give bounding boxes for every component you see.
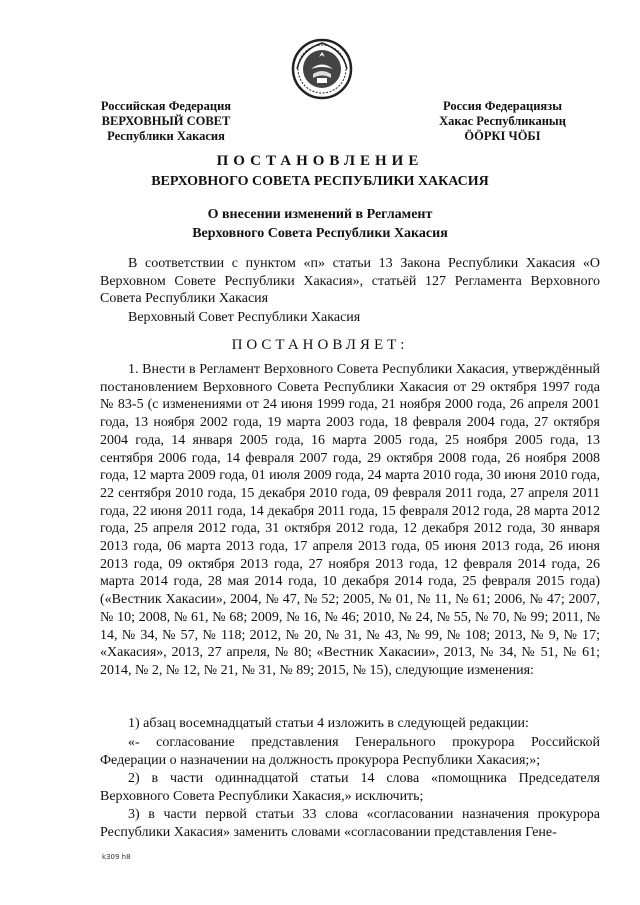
header-right-line: Хакас Республиканың (439, 114, 566, 128)
header-right-line: ӦӦРКI ЧӦБI (464, 129, 541, 143)
council-paragraph: Верховный Совет Республики Хакасия (128, 310, 361, 325)
header-right-line: Россия Федерациязы (443, 99, 562, 113)
header-left-block (76, 99, 256, 144)
item-2: 2) в части одиннадцатой статьи 14 слова «помощника Председателя Верховного Совета Республики Хакасия,» исключить; (100, 771, 600, 804)
khakassia-coat-of-arms-icon (291, 38, 353, 100)
document-subject-line1: О внесении изменений в Регламент (207, 207, 433, 222)
item-3: 3) в части первой статьи 33 слова «согласовании назначения прокурора Республики Хакасия» заменить словами «согласовании представления Гене- (100, 807, 600, 840)
header-left-line: Республики Хакасия (107, 129, 225, 143)
item-1: 1) абзац восемнадцатый статьи 4 изложить в следующей редакции: (128, 716, 529, 731)
paragraph-1: 1. Внести в Регламент Верховного Совета Республики Хакасия, утверждённый постановлением Верховного Совета Республики Хакасия от 29 октября 1997 года № 83-5 (с изменениями от 24 июня 1999 года, 21 ноября 2000 года, 26 апреля 2001 года, 13 ноября 2002 года, 19 марта 2003 года, 18 февраля 2004 года, 27 октября 2004 года, 14 января 2005 года, 16 марта 2005 года, 25 ноября 2005 года, 13 сентября 2006 года, 14 февраля 2007 года, 29 октября 2008 года, 26 ноября 2008 года, 12 марта 2009 года, 01 июля 2009 года, 24 марта 2010 года, 30 июня 2010 года, 22 сентября 2010 года, 15 декабря 2010 года, 09 февраля 2011 года, 27 апреля 2011 года, 22 июня 2011 года, 14 декабря 2011 года, 15 февраля 2012 года, 28 марта 2012 года, 25 апреля 2012 года, 31 октября 2012 года, 12 декабря 2012 года, 30 января 2013 года, 06 марта 2013 года, 17 апреля 2013 года, 05 июня 2013 года, 26 июня 2013 года, 09 октября 2013 года, 27 ноября 2013 года, 12 февраля 2014 года, 26 марта 2014 года, 28 мая 2014 года, 10 декабря 2014 года, 25 февраля 2015 года) («Вестник Хакасии», 2004, № 47, № 52; 2005, № 01, № 11, № 61; 2006, № 47; 2007, № 10; 2008, № 61, № 68; 2009, № 16, № 46; 2010, № 24, № 55, № 70, № 99; 2011, № 14, № 34, № 57, № 118; 2012, № 20, № 31, № 43, № 99, № 108; 2013, № 9, № 17; «Хакасия», 2013, 27 апреля, № 80; «Вестник Хакасии», 2013, № 34, № 51, № 61; 2014, № 2, № 12, № 21, № 31, № 89; 2015, № 15), следующие изменения: (100, 362, 600, 678)
item-1-quote: «- согласование представления Генерального прокурора Российской Федерации о назначении на должность прокурора Республики Хакасия;»; (100, 735, 600, 768)
document-subject-line2: Верховного Совета Республики Хакасия (192, 226, 448, 241)
resolves-heading: ПОСТАНОВЛЯЕТ: (231, 337, 409, 353)
header-left-line: Российская Федерация (100, 99, 232, 113)
header-right-block (410, 99, 595, 144)
preamble-paragraph: В соответствии с пунктом «п» статьи 13 Закона Республики Хакасия «О Верховном Совете Республики Хакасия», статьёй 127 Регламента Верховного Совета Республики Хакасия (100, 256, 600, 307)
document-issuer: ВЕРХОВНОГО СОВЕТА РЕСПУБЛИКИ ХАКАСИЯ (151, 174, 489, 189)
header-left-line: ВЕРХОВНЫЙ СОВЕТ (101, 114, 231, 128)
document-title: ПОСТАНОВЛЕНИЕ (216, 153, 424, 169)
footer-code: k309 h8 (102, 853, 131, 861)
